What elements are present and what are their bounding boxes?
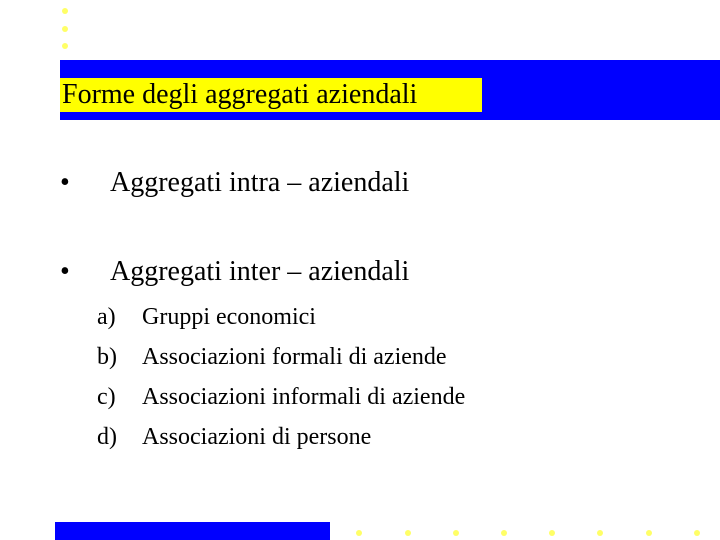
decor-dot — [405, 530, 411, 536]
decor-dot — [694, 530, 700, 536]
sub-item-letter: d) — [97, 424, 117, 450]
sub-item-letter: b) — [97, 344, 117, 370]
bullet-label: Aggregati inter – aziendali — [110, 256, 410, 287]
footer-band — [55, 522, 330, 540]
bullet-mark: • — [60, 256, 70, 287]
sub-item-letter: a) — [97, 304, 116, 330]
decor-dot — [62, 43, 68, 49]
sub-item-label: Associazioni formali di aziende — [142, 344, 447, 370]
decor-dot — [501, 530, 507, 536]
decor-dot — [453, 530, 459, 536]
bullet-mark: • — [60, 167, 70, 198]
decor-dot — [62, 26, 68, 32]
sub-item-label: Associazioni informali di aziende — [142, 384, 466, 410]
bullet-label: Aggregati intra – aziendali — [110, 167, 410, 198]
sub-item-letter: c) — [97, 384, 116, 410]
sub-item-label: Associazioni di persone — [142, 424, 372, 450]
decor-dot — [549, 530, 555, 536]
decor-dot — [62, 8, 68, 14]
sub-item-label: Gruppi economici — [142, 304, 316, 330]
decor-dot — [597, 530, 603, 536]
slide-title: Forme degli aggregati aziendali — [60, 78, 482, 112]
decor-dot — [356, 530, 362, 536]
decor-dot — [646, 530, 652, 536]
